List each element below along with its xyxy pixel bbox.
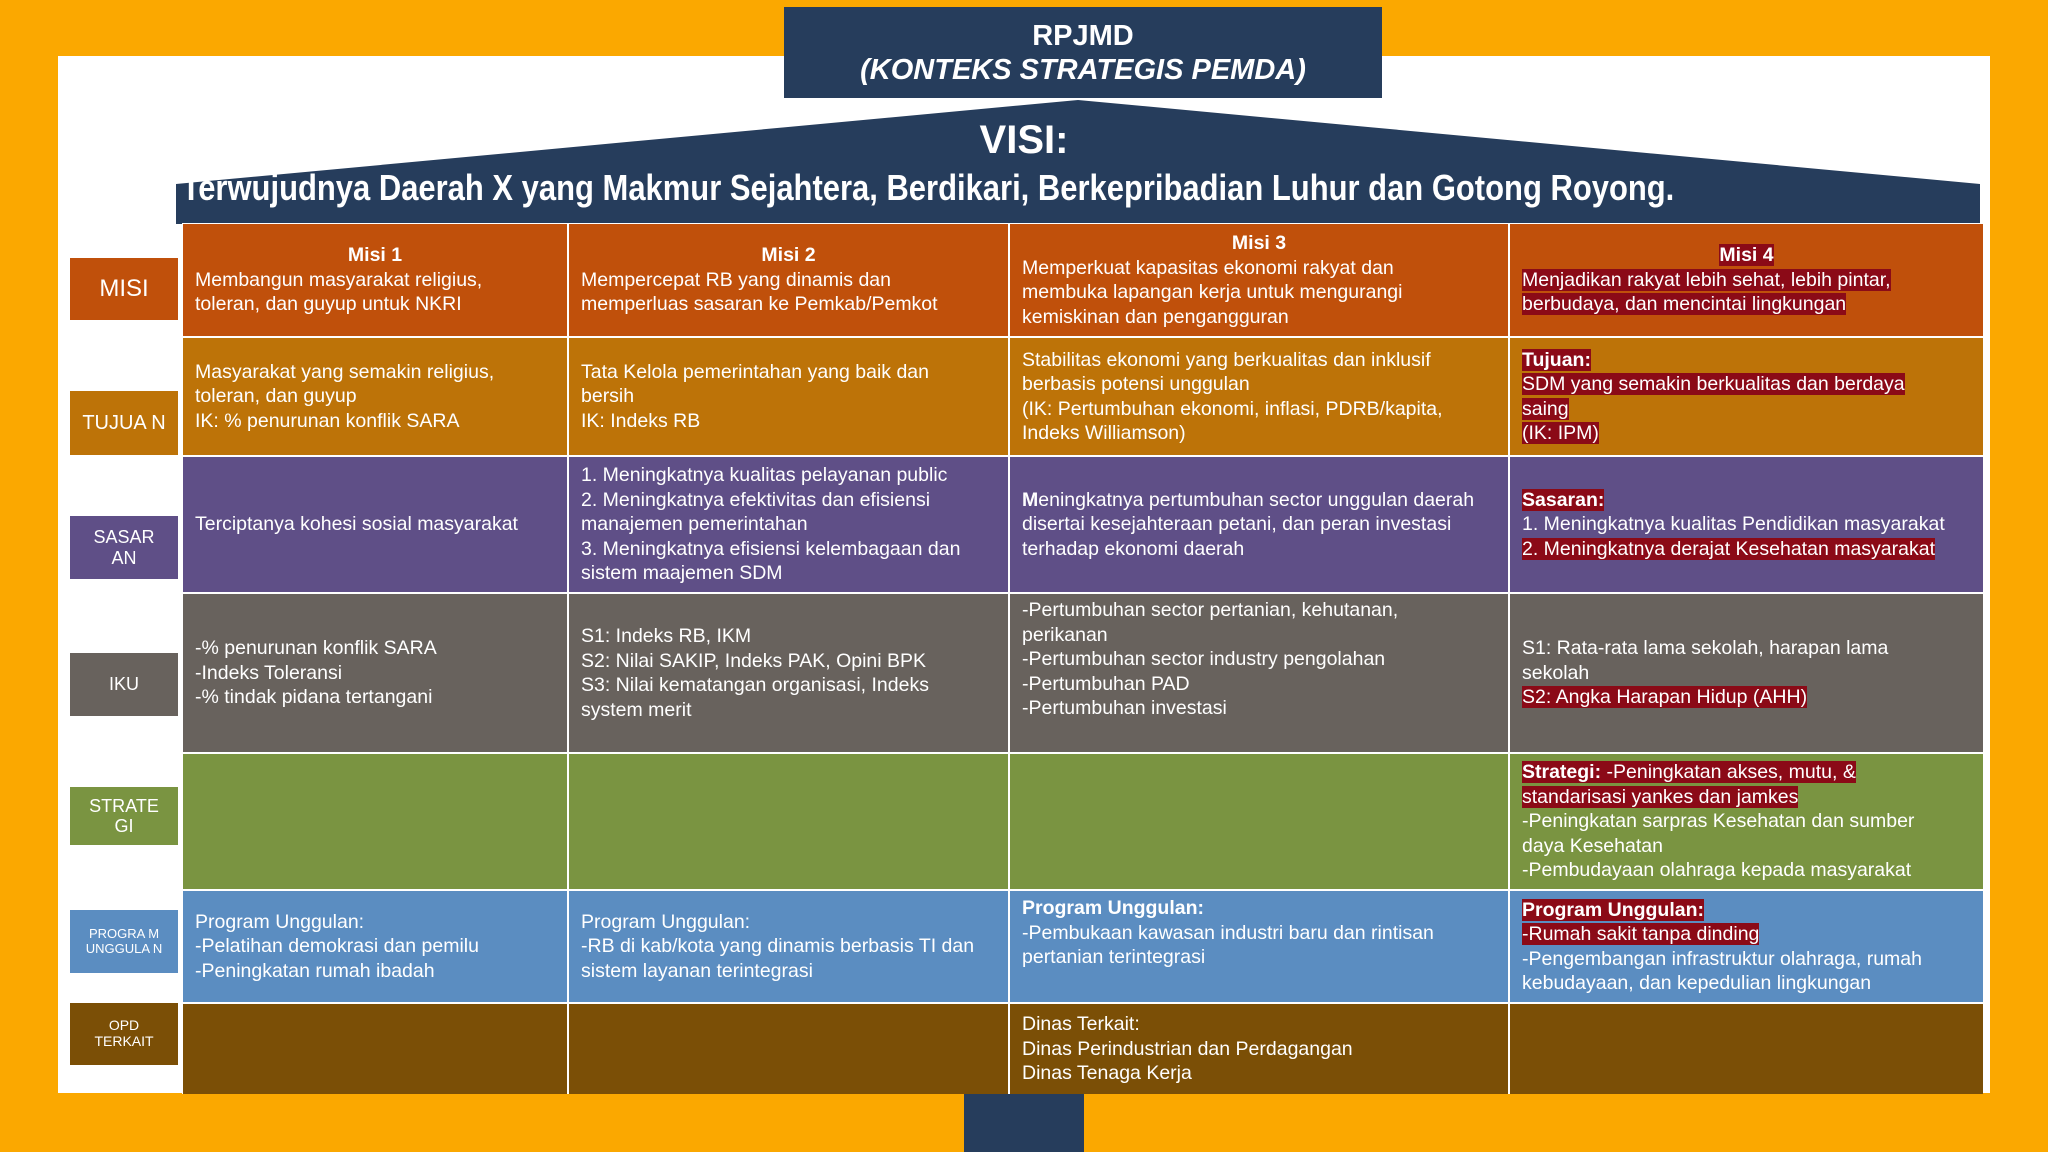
cell-text: Masyarakat yang semakin religius, [195,360,495,383]
cell-text: -Pengembangan infrastruktur olahraga, rumah [1522,947,1922,970]
cell-text: -Rumah sakit tanpa dinding [1522,923,1760,945]
cell-text: S2: Nilai SAKIP, Indeks PAK, Opini BPK [581,649,927,672]
cell-text: kemiskinan dan pengangguran [1022,305,1289,328]
cell-text: S3: Nilai kematangan organisasi, Indeks [581,674,929,696]
cell-text: -Peningkatan rumah ibadah [195,959,435,982]
cell-text: perikanan [1022,623,1108,646]
cell-heading: Sasaran: [1522,488,1605,511]
row-label-text: OPD TERKAIT [94,1017,154,1049]
cell-text: Terciptanya kohesi sosial masyarakat [195,513,518,536]
cell-text: -Pertumbuhan PAD [1022,672,1190,695]
cell-text: standarisasi yankes dan jamkes [1522,785,1799,808]
opd-cell-4 [1510,1004,1983,1094]
cell-text: -Pembudayaan olahraga kepada masyarakat [1522,859,1912,882]
cell-text: 1. Meningkatnya kualitas Pendidikan masyarakat [1522,513,1945,536]
misi-title: Misi 1 [347,244,403,267]
misi-cell-1 [183,224,567,336]
cell-text: -Pembukaan kawasan industri baru dan rintisan [1022,921,1434,944]
misi-cell-2 [569,224,1008,336]
cell-text: Dinas Perindustrian dan Perdagangan [1022,1037,1353,1060]
cell-text: terhadap ekonomi daerah [1022,537,1245,560]
misi-cell-3 [1010,224,1508,336]
opd-cell-3 [1010,1004,1508,1094]
cell-text: membuka lapangan kerja untuk mengurangi [1022,281,1403,303]
cell-text: Menjadikan rakyat lebih sehat, lebih pintar, [1522,268,1891,291]
tujuan-cell-2 [569,338,1008,455]
row-label-tujuan [70,391,178,455]
cell-text: -Pelatihan demokrasi dan pemilu [195,935,479,958]
cell-text: saing [1522,397,1569,420]
strategi-cell-4 [1510,754,1983,889]
cell-text: daya Kesehatan [1522,834,1663,857]
page-subtitle: (KONTEKS STRATEGIS PEMDA) [860,54,1306,86]
cell-text: S2: Angka Harapan Hidup (AHH) [1522,686,1808,709]
cell-text: pertanian terintegrasi [1022,946,1206,968]
row-label-opd [70,1003,178,1065]
row-label-strategi [70,787,178,845]
opd-cell-1 [183,1004,567,1094]
program-cell-3 [1010,891,1508,1002]
row-label-sasaran [70,516,178,579]
title-box [784,7,1382,98]
cell-text: -Indeks Toleransi [195,661,343,684]
misi-cell-4 [1510,224,1983,336]
cell-text: Stabilitas ekonomi yang berkualitas dan inklusif [1022,348,1431,371]
strategi-cell-3 [1010,754,1508,889]
strategy-matrix [182,223,1983,1094]
cell-text: (IK: IPM) [1522,422,1599,444]
cell-text: sistem layanan terintegrasi [581,959,813,982]
row-label-text: STRATE GI [89,795,159,836]
cell-text: -% penurunan konflik SARA [195,637,437,660]
cell-heading: Strategi: [1522,761,1602,784]
iku-cell-1 [183,594,567,752]
row-label-text: TUJUA N [82,411,166,434]
program-cell-2 [569,891,1008,1002]
program-cell-1 [183,891,567,1002]
cell-text: -Pertumbuhan sector pertanian, kehutanan, [1022,599,1399,621]
tujuan-cell-4 [1510,338,1983,455]
row-label-text: SASAR AN [93,527,155,568]
cell-text: sistem maajemen SDM [581,562,783,585]
cell-text: berbudaya, dan mencintai lingkungan [1522,293,1847,316]
row-label-text: IKU [108,674,139,695]
sasaran-cell-3 [1010,457,1508,592]
cell-text: Tata Kelola pemerintahan yang baik dan [581,360,929,383]
tujuan-cell-1 [183,338,567,455]
cell-text: Program Unggulan: [581,910,751,933]
cell-text: -Peningkatan sarpras Kesehatan dan sumber [1522,810,1915,833]
strategi-cell-1 [183,754,567,889]
cell-text: Dinas Terkait: [1022,1013,1140,1036]
cell-heading: Program Unggulan: [1522,898,1705,921]
cell-text: Program Unggulan: [195,910,365,933]
strategi-cell-2 [569,754,1008,889]
row-label-text: PROGRA M UNGGULA N [85,925,163,956]
cell-heading: Tujuan: [1522,348,1591,371]
cell-text: Dinas Tenaga Kerja [1022,1062,1192,1085]
cell-text: toleran, dan guyup untuk NKRI [195,293,462,316]
cell-text: 2. Meningkatnya derajat Kesehatan masyarakat [1522,537,1935,560]
cell-heading-group [1522,761,1856,783]
cell-text: SDM yang semakin berkualitas dan berdaya [1522,373,1905,395]
cell-text: 1. Meningkatnya kualitas pelayanan public [581,464,948,487]
cell-text: S1: Indeks RB, IKM [581,625,752,647]
sasaran-cell-2 [569,457,1008,592]
row-label-misi [70,258,178,320]
cell-text: S1: Rata-rata lama sekolah, harapan lama [1522,637,1889,660]
sasaran-cell-1 [183,457,567,592]
cell-text: M [1022,488,1039,511]
cell-heading: Program Unggulan: [1022,897,1205,919]
cell-text: -Pertumbuhan sector industry pengolahan [1022,648,1386,670]
cell-text: Membangun masyarakat religius, [195,268,483,291]
cell-text: (IK: Pertumbuhan ekonomi, inflasi, PDRB/kapita, [1022,397,1443,420]
cell-text: sekolah [1522,661,1590,684]
tujuan-cell-3 [1010,338,1508,455]
cell-text: berbasis potensi unggulan [1022,373,1250,395]
cell-text: manajemen pemerintahan [581,513,808,536]
page-title: RPJMD [1032,20,1134,52]
misi-title: Misi 4 [1719,244,1774,267]
iku-cell-2 [569,594,1008,752]
visi-statement: Terwujudnya Daerah X yang Makmur Sejahtera, Berdikari, Berkepribadian Luhur dan Gotong Royong. [181,167,1675,208]
row-label-program [70,910,178,973]
sasaran-cell-4 [1510,457,1983,592]
iku-cell-3 [1010,594,1508,752]
cell-text: kebudayaan, dan kepedulian lingkungan [1522,972,1872,994]
cell-text: Indeks Williamson) [1022,422,1186,444]
cell-text: eningkatnya pertumbuhan sector unggulan daerah [1038,488,1475,511]
cell-text: IK: Indeks RB [581,409,701,432]
cell-text: system merit [581,698,692,721]
cell-text: memperluas sasaran ke Pemkab/Pemkot [581,293,938,316]
misi-title: Misi 3 [1231,232,1287,254]
cell-text: disertai kesejahteraan petani, dan peran investasi [1022,513,1452,536]
cell-text: -% tindak pidana tertangani [195,686,433,709]
row-label-text: MISI [99,274,149,302]
cell-text: 2. Meningkatnya efektivitas dan efisiensi [581,488,931,511]
cell-text: Mempercepat RB yang dinamis dan [581,268,891,291]
cell-text: -Peningkatan akses, mutu, & [1601,761,1856,784]
cell-text: Memperkuat kapasitas ekonomi rakyat dan [1022,256,1394,279]
bottom-tab-decoration [964,1094,1084,1152]
misi-title: Misi 2 [761,244,816,267]
row-label-iku [70,653,178,716]
cell-text: bersih [581,385,635,408]
cell-text: toleran, dan guyup [195,385,357,408]
cell-text: IK: % penurunan konflik SARA [195,409,460,432]
visi-label: VISI: [979,118,1069,162]
cell-text: 3. Meningkatnya efisiensi kelembagaan dan [581,537,961,560]
cell-text: -RB di kab/kota yang dinamis berbasis TI dan [581,935,975,958]
opd-cell-2 [569,1004,1008,1094]
iku-cell-4 [1510,594,1983,752]
cell-text: -Pertumbuhan investasi [1022,697,1227,719]
program-cell-4 [1510,891,1983,1002]
